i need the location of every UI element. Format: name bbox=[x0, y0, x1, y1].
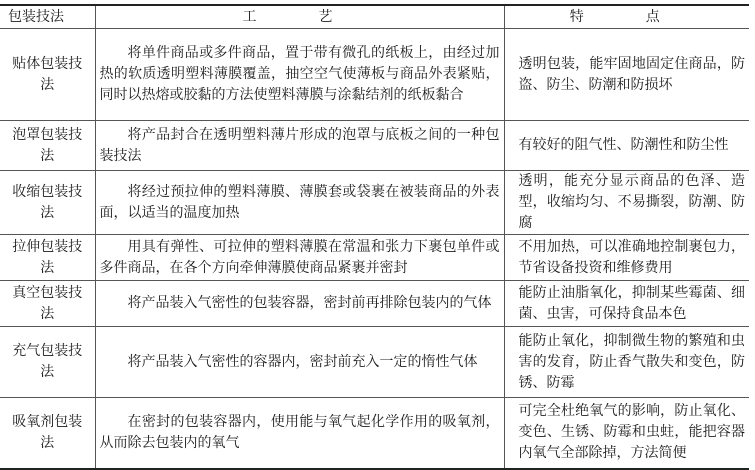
header-process: 工 艺 bbox=[95, 5, 504, 29]
header-technique: 包装技法 bbox=[0, 5, 95, 29]
table-row bbox=[0, 327, 749, 398]
process-cell: 在密封的包装容器内，使用能与氧气起化学作用的吸氧剂，从而除去包装内的氧气 bbox=[95, 398, 504, 469]
technique-cell: 收缩包装技法 bbox=[0, 171, 95, 235]
process-cell: 将产品装入气密性的容器内，密封前充入一定的惰性气体 bbox=[95, 327, 504, 398]
table-row bbox=[0, 171, 749, 235]
process-cell: 用具有弹性、可拉伸的塑料薄膜在常温和张力下裹包单件或多件商品，在各个方向牵伸薄膜使商品紧裹并密封 bbox=[95, 235, 504, 281]
table-row bbox=[0, 398, 749, 469]
process-cell: 将产品装入气密性的包装容器，密封前再排除包装内的气体 bbox=[95, 281, 504, 327]
table-row bbox=[0, 235, 749, 281]
features-cell: 有较好的阻气性、防潮性和防尘性 bbox=[504, 121, 749, 171]
features-cell: 透明，能充分显示商品的色泽、造型，收缩均匀、不易撕裂，防潮、防腐 bbox=[504, 171, 749, 235]
features-cell: 透明包装，能牢固地固定住商品，防盗、防尘、防潮和防损坏 bbox=[504, 29, 749, 121]
packaging-techniques-table bbox=[0, 4, 749, 470]
technique-cell: 贴体包装技法 bbox=[0, 29, 95, 121]
technique-cell: 泡罩包装技法 bbox=[0, 121, 95, 171]
header-row bbox=[0, 5, 749, 29]
table-row bbox=[0, 29, 749, 121]
process-cell: 将产品封合在透明塑料薄片形成的泡罩与底板之间的一种包装技法 bbox=[95, 121, 504, 171]
packaging-techniques-table-container bbox=[0, 4, 749, 470]
features-cell: 不用加热，可以准确地控制裹包力，节省设备投资和维修费用 bbox=[504, 235, 749, 281]
technique-cell: 充气包装技法 bbox=[0, 327, 95, 398]
process-cell: 将经过预拉伸的塑料薄膜、薄膜套或袋裹在被装商品的外表面，以适当的温度加热 bbox=[95, 171, 504, 235]
features-cell: 能防止油脂氧化，抑制某些霉菌、细菌、虫害，可保持食品本色 bbox=[504, 281, 749, 327]
features-cell: 可完全杜绝氧气的影响，防止氧化、变色、生锈、防霉和虫蛀，能把容器内氧气全部除掉，方法简便 bbox=[504, 398, 749, 469]
header-features: 特 点 bbox=[504, 5, 749, 29]
technique-cell: 吸氧剂包装法 bbox=[0, 398, 95, 469]
technique-cell: 真空包装技法 bbox=[0, 281, 95, 327]
table-row bbox=[0, 121, 749, 171]
features-cell: 能防止氧化，抑制微生物的繁殖和虫害的发育，防止香气散失和变色，防锈、防霉 bbox=[504, 327, 749, 398]
table-row bbox=[0, 281, 749, 327]
process-cell: 将单件商品或多件商品，置于带有微孔的纸板上，由经过加热的软质透明塑料薄膜覆盖，抽空空气使薄板与商品外表紧贴，同时以热熔或胶黏的方法使塑料薄膜与涂黏结剂的纸板黏合 bbox=[95, 29, 504, 121]
technique-cell: 拉伸包装技法 bbox=[0, 235, 95, 281]
